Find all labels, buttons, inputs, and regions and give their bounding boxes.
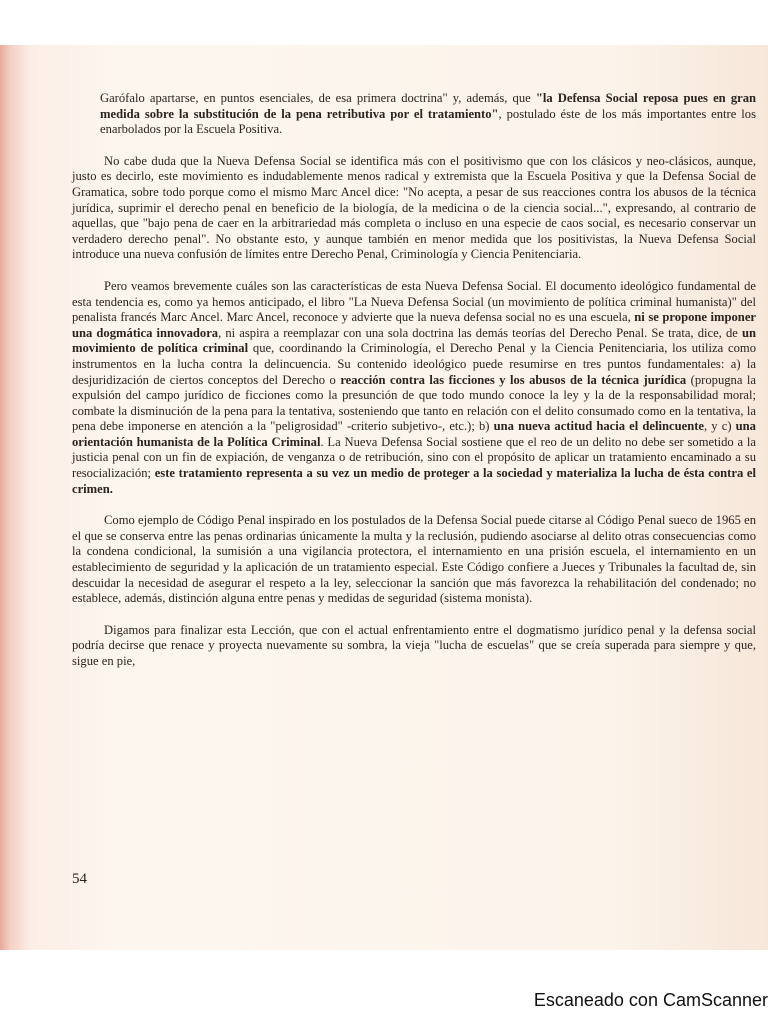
paragraph-1 xyxy=(100,91,756,138)
text-run: Pero veamos brevemente cuáles son las características de esta Nueva Defensa Social. El documento ideológico fundamental de esta tendencia es, como ya hemos anticipado, el libro "La Nueva Defensa Social (un movimiento de política criminal humanista)" del penalista francés Marc Ancel. Marc Ancel, reconoce y advierte que la nueva defensa social no es una escuela, xyxy=(72,278,756,325)
text-run: Garófalo apartarse, en puntos esenciales, de esa primera doctrina" y, además, que xyxy=(100,91,536,105)
scanned-page xyxy=(0,45,768,950)
page-number: 54 xyxy=(72,871,87,887)
paragraph-5 xyxy=(72,623,756,670)
text-run: Digamos para finalizar esta Lección, que con el actual enfrentamiento entre el dogmatismo jurídico penal y la defensa social podría decirse que renace y proyecta nuevamente su sombra, la vieja "lucha de escuelas" que se creía superada para siempre y que, sigue en pie, xyxy=(72,622,756,668)
camscanner-watermark: Escaneado con CamScanner xyxy=(533,990,768,1010)
bold-text-run: reacción contra las ficciones y los abusos de la técnica jurídica xyxy=(340,372,687,387)
paragraph-3 xyxy=(72,279,756,497)
text-run: que, coordinando la Criminología, el Derecho Penal y la Ciencia Penitenciaria, los utiliza como instrumentos en la lucha contra la delincuencia. Su contenido ideológico puede resumirse en tres puntos fundamentales: a) la desjuridización de ciertos conceptos del Derecho o xyxy=(72,341,756,387)
bold-text-run: ni se propone imponer una dogmática innovadora xyxy=(72,310,756,340)
text-run: , y c) xyxy=(703,419,736,434)
text-run: No cabe duda que la Nueva Defensa Social se identifica más con el positivismo que con los clásicos y neo-clásicos, aunque, justo es decirlo, este movimiento es indudablemente menos radical y extremista que la Escuela Positiva y que la Defensa Social de Gramatica, sobre todo porque como el mismo Marc Ancel dice: "No acepta, a pesar de sus reacciones contra los abusos de la técnica jurídica, suprimir el derecho penal en beneficio de la biología, de la medicina o de la ciencia social...", expresando, al contrario de aquellas, que "bajo pena de caer en la arbitrariedad más completa o incluso en una especie de caos social, es necesario conservar un verdadero derecho penal". No obstante esto, y aunque también en menor medida que los positivistas, la Nueva Defensa Social introduce una nueva confusión de límites entre Derecho Penal, Criminología y Ciencia Penitenciaria. xyxy=(72,153,756,262)
text-run: Como ejemplo de Código Penal inspirado en los postulados de la Defensa Social puede citarse al Código Penal sueco de 1965 en el que se conserva entre las penas ordinarias únicamente la multa y la reclusión, pudiendo asociarse al delito otras consecuencias como la condena condicional, la sumisión a una vigilancia protectora, el internamiento en una prisión escuela, el internamiento en un establecimiento de seguridad y la aplicación de un tratamiento especial. Este Código confiere a Jueces y Tribunales la facultad de, sin descuidar la necesidad de asegurar el respeto a la ley, seleccionar la sanción que más favorezca la rehabilitación del condenado; no establece, además, distinción alguna entre penas y medidas de seguridad (sistema monista). xyxy=(72,513,756,606)
text-run: , postulado éste de los más importantes entre los enarbolados por la Escuela Positiva. xyxy=(100,106,756,137)
bold-text-run: una orientación humanista de la Política Criminal xyxy=(72,419,756,449)
bold-text-run: un movimiento de política criminal xyxy=(72,325,756,356)
paragraph-2 xyxy=(72,154,756,263)
document-body xyxy=(72,91,756,686)
text-run: . La Nueva Defensa Social sostiene que el reo de un delito no debe ser sometido a la justicia penal con un fin de expiación, de venganza o de retribución, sino con el propósito de aplicar un tratamiento encaminado a su resocialización; xyxy=(72,434,756,481)
text-run: (propugna la expulsión del campo jurídico de ficciones como la presunción de que todo mundo conoce la ley y la de la responsabilidad moral; combate la disminución de la pena para la tentativa, sosteniendo que tanto en relación con el delito consumado como en la tentativa, la pena debe imponerse en atención a la "peligrosidad" -criterio subjetivo-, etc.); b) xyxy=(72,372,756,434)
text-run: , ni aspira a reemplazar con una sola doctrina las demás teorías del Derecho Penal. Se trata, dice, de xyxy=(218,325,742,340)
paragraph-4 xyxy=(72,513,756,607)
bold-text-run: una nueva actitud hacia el delincuente xyxy=(493,419,704,434)
bold-text-run: "la Defensa Social reposa pues en gran medida sobre la substitución de la pena retributiva por el tratamiento" xyxy=(100,91,757,121)
bold-text-run: este tratamiento representa a su vez un medio de proteger a la sociedad y materializa la lucha de ésta contra el crimen. xyxy=(72,466,757,496)
